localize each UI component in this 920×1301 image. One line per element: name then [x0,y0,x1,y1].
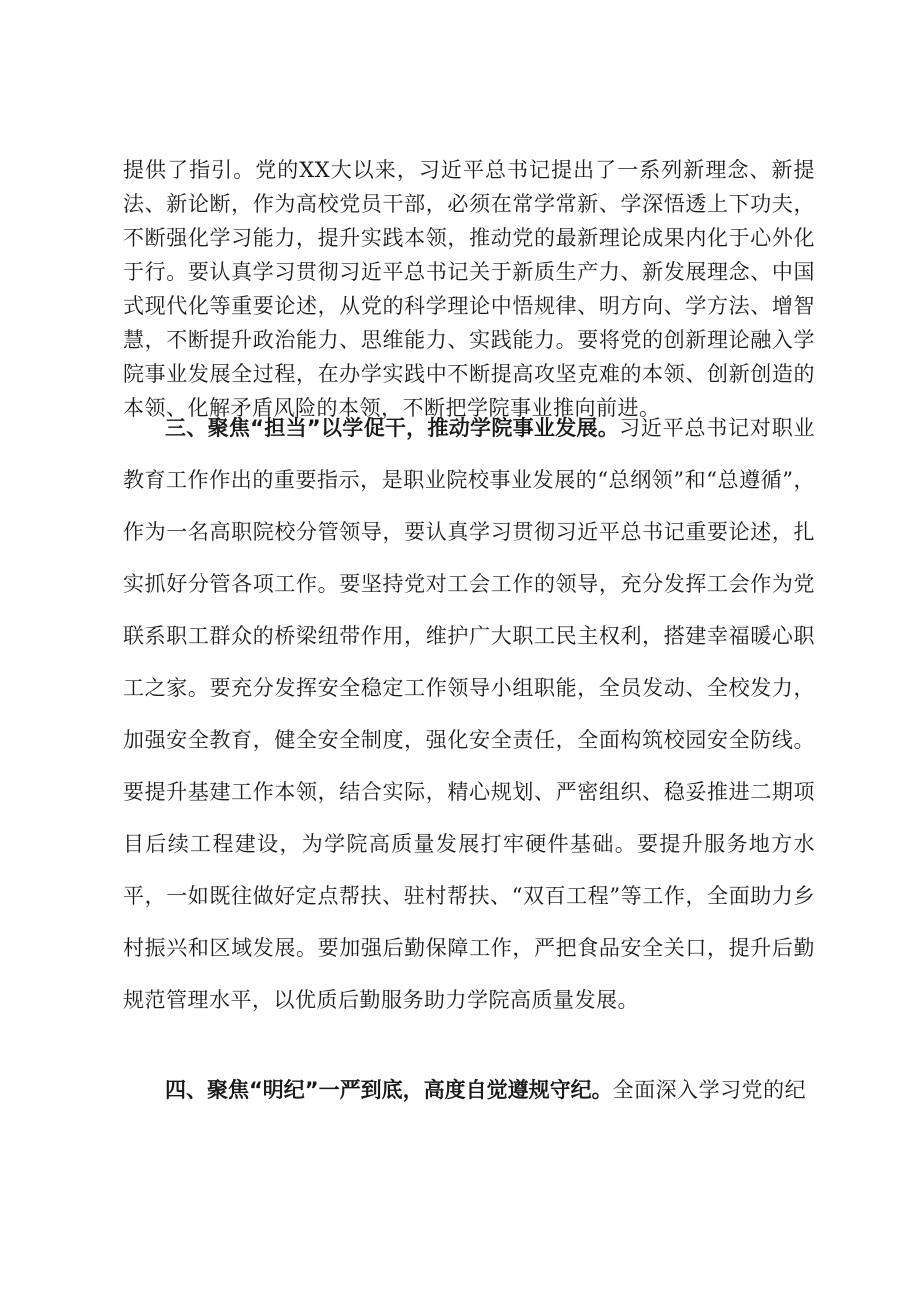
section-four-paragraph [123,1064,815,1116]
section-three-heading: 三、聚焦“担当”以学促干，推动学院事业发展。 [165,416,620,440]
section-three-paragraph [123,402,815,1026]
paragraph-1-body: 提供了指引。党的XX大以来，习近平总书记提出了一系列新理念、新提法、新论断，作为高校党员干部，必须在常学常新、学深悟透上下功夫，不断强化学习能力，提升实践本领，推动党的最新理论成果内化于心外化于行。要认真学习贯彻习近平总书记关于新质生产力、新发展理念、中国式现代化等重要论述，从党的科学理论中悟规律、明方向、学方法、增智慧，不断提升政治能力、思维能力、实践能力。要将党的创新理论融入学院事业发展全过程，在办学实践中不断提高攻坚克难的本领、创新创造的本领、化解矛盾风险的本领，不断把学院事业推向前进。 [123,158,815,420]
section-four-body: 全面深入学习党的纪 [612,1078,807,1102]
paragraph-continued [123,153,815,425]
section-four-heading: 四、聚焦“明纪”一严到底，高度自觉遵规守纪。 [165,1078,613,1102]
section-three-body: 习近平总书记对职业教育工作作出的重要指示，是职业院校事业发展的“总纲领”和“总遵循”，作为一名高职院校分管领导，要认真学习贯彻习近平总书记重要论述，扎实抓好分管各项工作。要坚持党对工会工作的领导，充分发挥工会作为党联系职工群众的桥梁纽带作用，维护广大职工民主权利，搭建幸福暖心职工之家。要充分发挥安全稳定工作领导小组职能，全员发动、全校发力，加强安全教育，健全安全制度，强化安全责任，全面构筑校园安全防线。要提升基建工作本领，结合实际，精心规划、严密组织、稳妥推进二期项目后续工程建设，为学院高质量发展打牢硬件基础。要提升服务地方水平，一如既往做好定点帮扶、驻村帮扶、“双百工程”等工作，全面助力乡村振兴和区域发展。要加强后勤保障工作，严把食品安全关口，提升后勤规范管理水平，以优质后勤服务助力学院高质量发展。 [123,416,815,1012]
